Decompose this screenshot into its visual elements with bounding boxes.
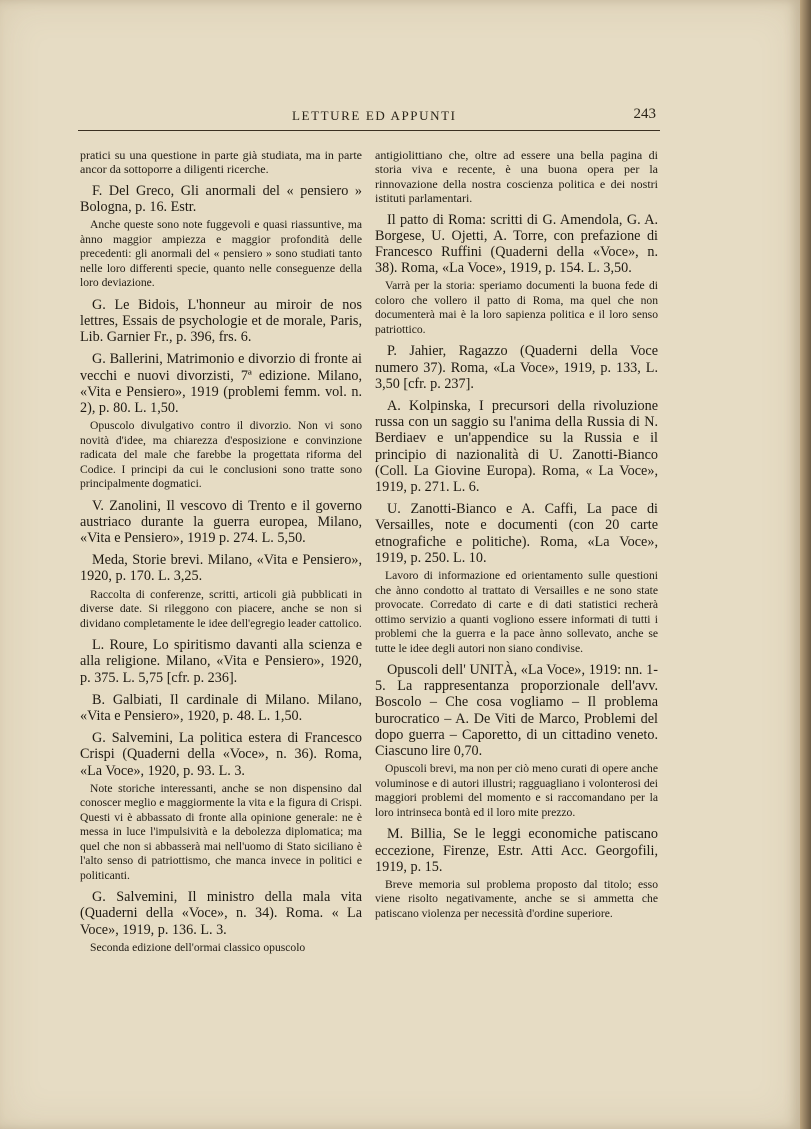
bibliographic-entry: Meda, Storie brevi. Milano, «Vita e Pensiero», 1920, p. 170. L. 3,25. bbox=[80, 552, 362, 585]
right-column bbox=[375, 148, 658, 921]
bibliographic-entry: B. Galbiati, Il cardinale di Milano. Milano, «Vita e Pensiero», 1920, p. 48. L. 1,50. bbox=[80, 691, 362, 724]
review-note: Anche queste sono note fuggevoli e quasi riassuntive, ma ànno maggior ampiezza e maggior profondità delle precedenti: gli anormali del « pensiero » sono studiati tanto nelle loro differenti specie, quanto nelle conseguenze della loro deviazione. bbox=[80, 218, 362, 290]
bibliographic-entry: G. Salvemini, Il ministro della mala vita (Quaderni della «Voce», n. 34). Roma. « La Voce», 1919, p. 136. L. 3. bbox=[80, 889, 362, 938]
bibliographic-entry: G. Salvemini, La politica estera di Francesco Crispi (Quaderni della «Voce», n. 36). Roma, «La Voce», 1920, p. 93. L. 3. bbox=[80, 730, 362, 779]
review-note: Opuscolo divulgativo contro il divorzio. Non vi sono novità d'idee, ma chiarezza d'esposizione e convinzione radicata del male che farebbe la progettata riforma del Codice. I principi da cui le conclusioni sono tratte sono principalmente dogmatici. bbox=[80, 419, 362, 491]
bibliographic-entry: F. Del Greco, Gli anormali del « pensiero » Bologna, p. 16. Estr. bbox=[80, 182, 362, 216]
page-header bbox=[78, 108, 660, 128]
review-note: Seconda edizione dell'ormai classico opuscolo bbox=[90, 940, 306, 954]
review-note: Breve memoria sul problema proposto dal titolo; esso viene risolto negativamente, anche se si ammetta che patiscano violenza per necessità d'ordine superiore. bbox=[375, 877, 658, 920]
review-note: Lavoro di informazione ed orientamento sulle questioni che ànno condotto al trattato di Versailles e ne sono state provocate. Corredato di carte e di dati statistici recherà ottimo servizio a quanti vogliono essere informati di tutti i problemi che la guerra e la pace ànno sollevato, anche se tutte le idee degli autori non siano condivise. bbox=[375, 569, 658, 655]
review-note: Raccolta di conferenze, scritti, articoli già pubblicati in diverse date. Si rileggono con piacere, anche se non si dividano completamente le idee dell'egregio leader cattolico. bbox=[80, 587, 362, 630]
bibliographic-entry: U. Zanotti-Bianco e A. Caffi, La pace di Versailles, note e documenti (con 20 carte etnografiche e politiche). Roma, «La Voce», 1919, p. 250. L. 10. bbox=[375, 501, 658, 566]
review-note: Opuscoli brevi, ma non per ciò meno curati di opere anche voluminose e di autori illustri; ragguagliano i volonterosi dei maggiori problemi del momento e si raccomandano per la loro intrinseca bontà ed il loro mite prezzo. bbox=[375, 762, 658, 819]
review-note: Note storiche interessanti, anche se non dispensino dal conoscer meglio e maggiormente la vita e la figura di Crispi. Questi vi è abbassato di fronte alla opinione generale: ne è messa in luce l'impulsività e la debolezza diplomatica; ma quel che non si abbasserà mai nell'uomo di Stato siciliano è l'alto senso di patriottismo, che manca invece in politici e politicanti. bbox=[80, 781, 362, 882]
bibliographic-entry: P. Jahier, Ragazzo (Quaderni della Voce numero 37). Roma, «La Voce», 1919, p. 133, L. 3,50 [cfr. p. 237]. bbox=[375, 343, 658, 392]
paragraph: antigiolittiano che, oltre ad essere una bella pagina di storia viva e recente, è una buona opera per la rinnovazione della nostra coscienza politica e dei nostri istituti parlamentari. bbox=[375, 148, 658, 206]
page-edge bbox=[800, 0, 811, 1129]
review-note: Varrà per la storia: speriamo documenti la buona fede di coloro che vollero il patto di Roma, ma quel che non documenterà mai è la loro sapienza politica e il loro senso patriottico. bbox=[375, 279, 658, 336]
bibliographic-entry: Opuscoli dell' UNITÀ, «La Voce», 1919: nn. 1-5. La rappresentanza proporzionale dell'avv. Boscolo – Che cosa vogliamo – Il problema burocratico – A. De Viti de Marco, Problemi del dopo guerra – Caporetto, di un cittadino veneto. Ciascuno lire 0,70. bbox=[375, 662, 658, 760]
paragraph: pratici su una questione in parte già studiata, ma in parte ancor da sottoporre a diligenti ricerche. bbox=[80, 148, 362, 177]
bibliographic-entry: V. Zanolini, Il vescovo di Trento e il governo austriaco durante la guerra europea, Milano, «Vita e Pensiero», 1919 p. 274. L. 5,50. bbox=[80, 497, 362, 547]
bibliographic-entry: G. Ballerini, Matrimonio e divorzio di fronte ai vecchi e nuovi divorzisti, 7ª edizione. Milano, «Vita e Pensiero», 1919 (problemi femm. vol. n. 2), p. 80. L. 1,50. bbox=[80, 351, 362, 416]
running-title: LETTURE ED APPUNTI bbox=[292, 108, 457, 123]
bibliographic-entry: G. Le Bidois, L'honneur au miroir de nos lettres, Essais de psychologie et de morale, Paris, Lib. Garnier Fr., p. 396, frs. 6. bbox=[80, 296, 362, 346]
bibliographic-entry: Il patto di Roma: scritti di G. Amendola, G. A. Borgese, U. Ojetti, A. Torre, con prefazione di Francesco Ruffini (Quaderni della «Voce», n. 38). Roma, «La Voce», 1919, p. 154. L. 3,50. bbox=[375, 211, 658, 277]
left-column bbox=[80, 148, 362, 955]
page-number: 243 bbox=[633, 106, 656, 122]
bibliographic-entry: A. Kolpinska, I precursori della rivoluzione russa con un saggio su l'anima della Russia di N. Berdiaev e un'appendice su la Russia e il principio di nazionalità di U. Zanotti-Bianco (Coll. La Giovine Europa). Roma, « La Voce», 1919, p. 271. L. 6. bbox=[375, 398, 658, 496]
bibliographic-entry: M. Billia, Se le leggi economiche patiscano eccezione, Firenze, Estr. Atti Acc. Georgofili, 1919, p. 15. bbox=[375, 826, 658, 875]
bibliographic-entry: L. Roure, Lo spiritismo davanti alla scienza e alla religione. Milano, «Vita e Pensiero», 1920, p. 375. L. 5,75 [cfr. p. 236]. bbox=[80, 637, 362, 686]
header-rule bbox=[78, 130, 660, 131]
